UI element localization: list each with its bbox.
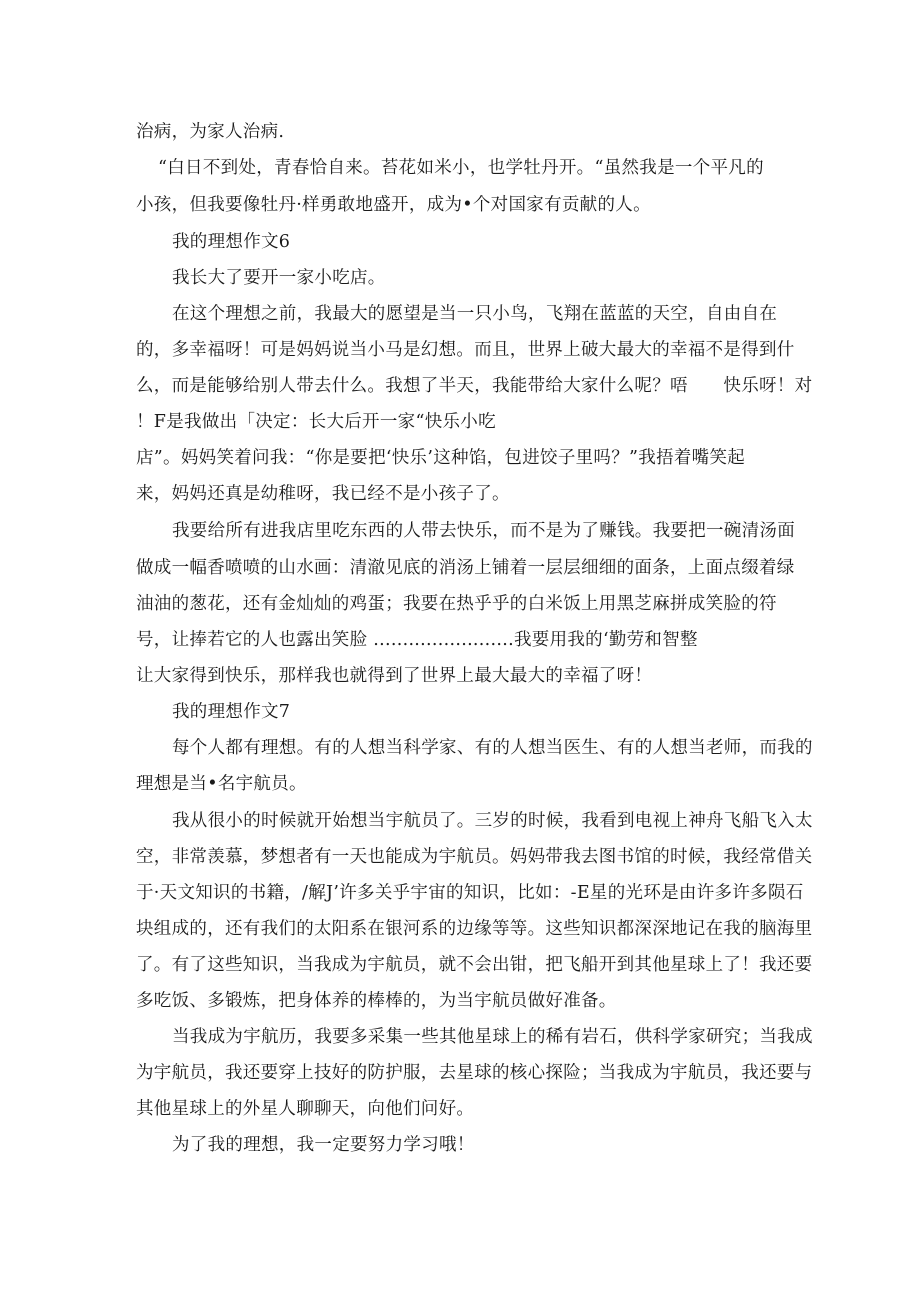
section-heading: 我的理想作文6 <box>172 232 291 252</box>
text-line: 么，而是能够给别人带去什么。我想了半天，我能带给大家什么呢？唔 快乐呀！对 <box>136 376 813 396</box>
text-line: 当我成为宇航历，我要多采集一些其他星球上的稀有岩石，供科学家研究；当我成 <box>172 1027 813 1047</box>
text-line: 做成一幅香喷喷的山水画：清澈见底的消汤上铺着一层层细细的面条，上面点缀着绿 <box>136 558 795 578</box>
text-line: 我要给所有进我店里吃东西的人带去快乐，而不是为了赚钱。我要把一碗清汤面 <box>172 521 795 541</box>
text-line: 块组成的，还有我们的太阳系在银河系的边缘等等。这些知识都深深地记在我的脑海里 <box>136 919 813 939</box>
text-line: 了。有了这些知识，当我成为宇航员，就不会出钳，把飞船开到其他星球上了！我还要 <box>136 955 813 975</box>
text-line: 小孩，但我要像牡丹·样勇敢地盛开，成为•个对国家有贡献的人。 <box>136 195 651 215</box>
section-heading: 我的理想作文7 <box>172 702 291 722</box>
text-line: 每个人都有理想。有的人想当科学家、有的人想当医生、有的人想当老师，而我的 <box>172 738 813 758</box>
text-line: “白日不到处，青春恰自来。苔花如米小，也学牡丹开。“虽然我是一个平凡的 <box>158 158 764 178</box>
text-line: 为宇航员，我还要穿上技好的防护服，去星球的核心探险；当我成为宇航员，我还要与 <box>136 1063 813 1083</box>
text-line: 于·天文知识的书籍，/解J’许多关乎宇宙的知识，比如：-E星的光环是由许多许多陨石 <box>136 883 804 903</box>
text-line: ！F是我做出「决定：长大后开一家“快乐小吃 <box>136 412 496 432</box>
text-line: 在这个理想之前，我最大的愿望是当一只小鸟，飞翔在蓝蓝的天空，自由自在 <box>172 304 778 324</box>
text-line: 来，妈妈还真是幼稚呀，我已经不是小孩子了。 <box>136 484 510 504</box>
text-line: 的，多幸福呀！可是妈妈说当小马是幻想。而且，世界上破大最大的幸福不是得到什 <box>136 340 795 360</box>
text-line: 我长大了要开一家小吃店。 <box>172 268 386 288</box>
text-line: 店”。妈妈笑着问我：“你是要把‘快乐’这种馅，包进饺子里吗？”我捂着嘴笑起 <box>136 448 746 468</box>
text-line: 理想是当•名宇航员。 <box>136 774 307 794</box>
text-line: 治病，为家人治病. <box>136 122 285 142</box>
text-line: 油油的葱花，还有金灿灿的鸡蛋；我要在热乎乎的白米饭上用黑芝麻拼成笑脸的符 <box>136 594 777 614</box>
text-line: 多吃饭、多锻炼，把身体养的棒棒的，为当宇航员做好准备。 <box>136 991 617 1011</box>
text-line: 让大家得到快乐，那样我也就得到了世界上最大最大的幸福了呀！ <box>136 666 653 686</box>
text-line: 为了我的理想，我一定要努力学习哦！ <box>172 1135 475 1155</box>
text-line: 空，非常羡慕，梦想者有一天也能成为宇航员。妈妈带我去图书馆的时候，我经常借关 <box>136 847 813 867</box>
text-line: 其他星球上的外星人聊聊天，向他们问好。 <box>136 1099 475 1119</box>
text-line: 号，让捧若它的人也露出笑脸 ........................我要用我的‘勤劳和智整 <box>136 630 698 650</box>
text-line: 我从很小的时候就开始想当宇航员了。三岁的时候，我看到电视上神舟飞船飞入太 <box>172 811 813 831</box>
